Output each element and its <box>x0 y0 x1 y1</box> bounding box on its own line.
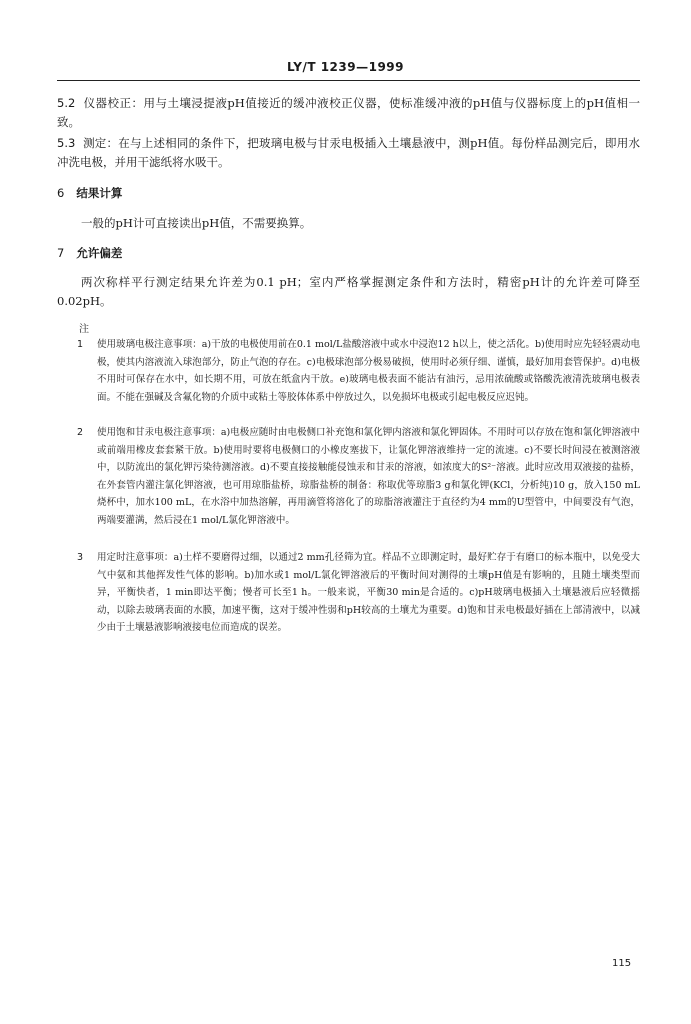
page-number: 115 <box>612 958 632 969</box>
standard-code-header: LY/T 1239—1999 <box>286 60 404 74</box>
note-number: 3 <box>77 552 84 563</box>
section-6-number: 6 <box>57 186 65 200</box>
section-5-3-number: 5.3 <box>57 136 76 150</box>
header-rule <box>57 80 640 81</box>
section-5-3 <box>57 134 640 172</box>
section-5-2 <box>57 94 640 132</box>
section-5-2-text: 仪器校正：用与土壤浸提液pH值接近的缓冲液校正仪器，使标准缓冲液的pH值与仪器标度上的pH值相一致。 <box>57 96 640 129</box>
section-5-2-number: 5.2 <box>57 96 76 110</box>
note-number: 1 <box>77 339 84 350</box>
section-7-heading <box>57 245 122 261</box>
section-6-heading <box>57 185 122 201</box>
note-number: 2 <box>77 427 84 438</box>
note-item <box>77 424 640 530</box>
section-7-number: 7 <box>57 246 65 260</box>
section-5-3-text: 测定：在与上述相同的条件下，把玻璃电极与甘汞电极插入土壤悬液中，测pH值。每份样品测完后，即用水冲洗电极，并用干滤纸将水吸干。 <box>57 136 641 169</box>
note-item <box>77 336 640 406</box>
note-text: 用定时注意事项：a)土样不要磨得过细，以通过2 mm孔径筛为宜。样品不立即测定时，最好贮存于有磨口的标本瓶中，以免受大气中氨和其他挥发性气体的影响。b)加水或1 mol/L氯化钾溶液后的平衡时间对测得的土壤pH值是有影响的，且随土壤类型而异，平衡快者，1 min即达平衡；慢者可长至1 h。一般来说，平衡30 min是合适的。c)pH玻璃电极插入土壤悬液后应轻微摇动，以除去玻璃表面的水膜，加速平衡，这对于缓冲性弱和pH较高的土壤尤为重要。d)饱和甘汞电极最好插在上部清液中，以减少由于土壤悬液影响液接电位而造成的误差。 <box>97 552 640 634</box>
note-text: 使用玻璃电极注意事项：a)干放的电极使用前在0.1 mol/L盐酸溶液中或水中浸泡12 h以上，使之活化。b)使用时应先轻轻震动电极，使其内溶液流入球泡部分，防止气泡的存在。c)电极球泡部分极易破损，使用时必须仔细、谨慎，最好加用套管保护。d)电极不用时可保存在水中，如长期不用，可放在纸盒内干放。e)玻璃电极表面不能沾有油污，忌用浓硫酸或铬酸洗液清洗玻璃电极表面。不能在强碱及含氟化物的介质中或粘土等胶体体系中停放过久，以免损坏电极或引起电极反应迟钝。 <box>97 339 640 403</box>
note-text: 使用饱和甘汞电极注意事项：a)电极应随时由电极侧口补充饱和氯化钾内溶液和氯化钾固体。不用时可以存放在饱和氯化钾溶液中或前端用橡皮套套紧干放。b)使用时要将电极侧口的小橡皮塞拔下，让氯化钾溶液维持一定的流速。c)不要长时间浸在被测溶液中，以防流出的氯化钾污染待测溶液。d)不要直接接触能侵蚀汞和甘汞的溶液，如浓度大的S²⁻溶液。此时应改用双液接的盐桥，在外套管内灌注氯化钾溶液，也可用琼脂盐桥，琼脂盐桥的制备：称取优等琼脂3 g和氯化钾(KCl，分析纯)10 g，放入150 mL烧杯中，加水100 mL，在水浴中加热溶解，再用滴管将溶化了的琼脂溶液灌注于直径约为4 mm的U型管中，中间要没有气泡，两端要灌满，然后浸在1 mol/L氯化钾溶液中。 <box>97 427 640 526</box>
section-6-title: 结果计算 <box>76 186 123 200</box>
section-7-text: 两次称样平行测定结果允许差为0.1 pH；室内严格掌握测定条件和方法时，精密pH计的允许差可降至0.02pH。 <box>57 275 640 308</box>
section-7-title: 允许偏差 <box>76 246 123 260</box>
note-item <box>77 549 640 637</box>
notes-label: 注 <box>79 324 89 335</box>
section-6-text: 一般的pH计可直接读出pH值，不需要换算。 <box>81 216 312 230</box>
